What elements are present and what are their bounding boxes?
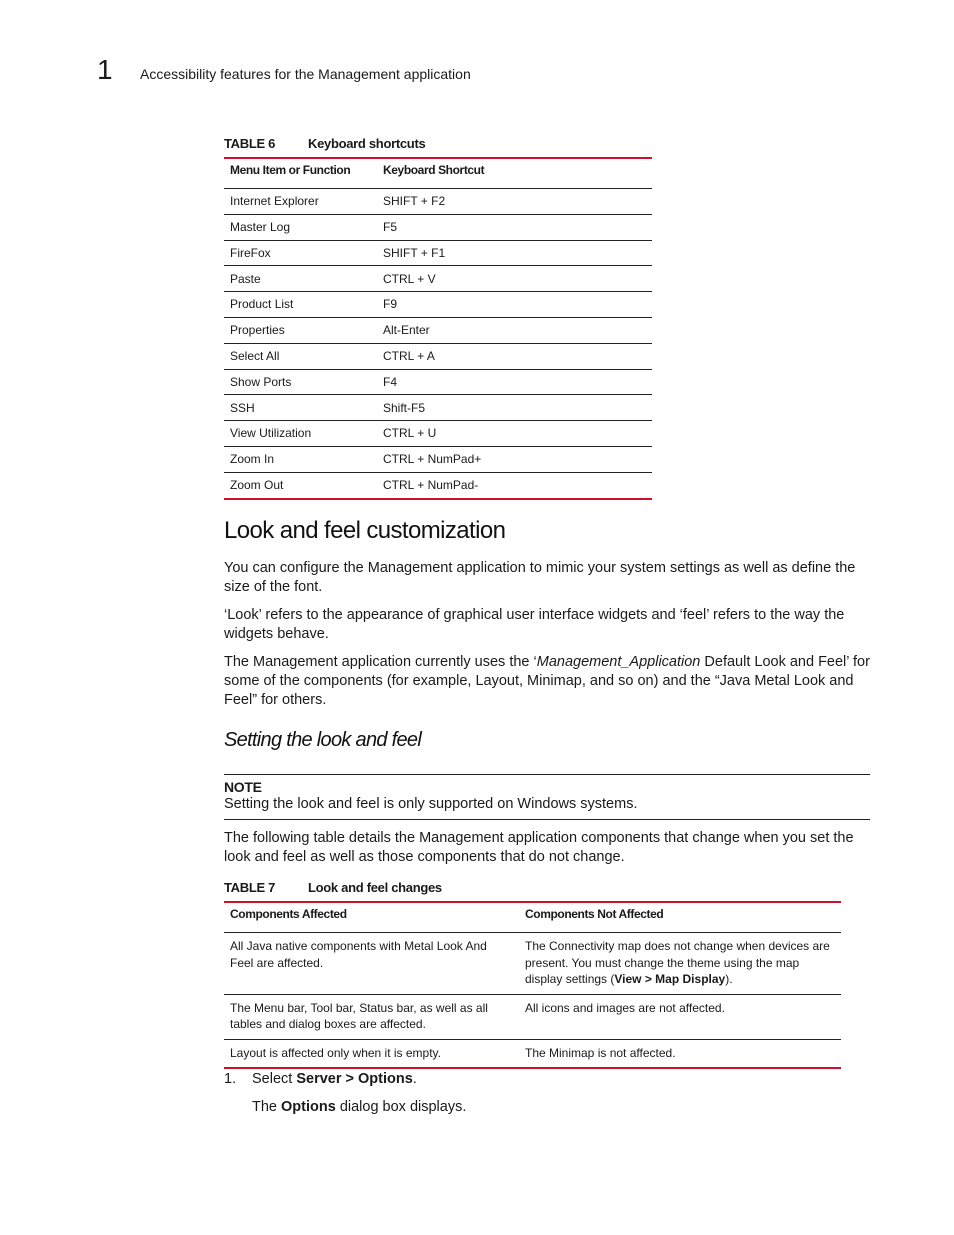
section-heading: Look and feel customization bbox=[224, 517, 506, 544]
table-cell: Show Ports bbox=[230, 374, 292, 389]
chapter-number: 1 bbox=[97, 54, 113, 85]
column-header: Components Not Affected bbox=[525, 907, 664, 921]
step-result-text: dialog box displays. bbox=[335, 1099, 467, 1115]
step-result bbox=[252, 1099, 466, 1115]
procedure-step bbox=[224, 1071, 417, 1087]
cell-text: The Connectivity map does not change when devices are present. You must change the theme using the map display settings ( bbox=[525, 939, 830, 986]
table-cell: All icons and images are not affected. bbox=[525, 1000, 725, 1015]
table-row bbox=[224, 446, 652, 472]
table-cell: F4 bbox=[383, 374, 398, 389]
paragraph: The following table details the Management application components that change when you set the look and feel as well as those components that do not change. bbox=[224, 830, 854, 865]
table-cell: Product List bbox=[230, 297, 294, 312]
table-cell: Paste bbox=[230, 271, 261, 286]
table-row bbox=[224, 395, 652, 421]
note-text: Setting the look and feel is only supported on Windows systems. bbox=[224, 796, 638, 812]
table-cell: Master Log bbox=[230, 219, 291, 234]
column-header: Components Affected bbox=[230, 907, 347, 921]
paragraph-italic-text: Management_Application bbox=[536, 654, 701, 670]
table-cell: CTRL + NumPad+ bbox=[383, 452, 482, 467]
table-row bbox=[224, 343, 652, 369]
table6-caption bbox=[224, 136, 425, 151]
table-cell: Layout is affected only when it is empty. bbox=[230, 1045, 442, 1060]
paragraph-text: Default Look and Feel’ for some of the components (for example, Layout, Minimap, and so on) and the “Java Metal Look and Feel” for others. bbox=[224, 654, 870, 708]
table-cell: SSH bbox=[230, 400, 255, 415]
table-cell: Alt-Enter bbox=[383, 323, 430, 338]
table-row bbox=[224, 240, 652, 266]
look-and-feel-table bbox=[224, 901, 841, 1069]
paragraph bbox=[224, 653, 874, 710]
cell-text: ). bbox=[725, 972, 733, 986]
table-cell: CTRL + A bbox=[383, 348, 435, 363]
table7-caption bbox=[224, 880, 442, 895]
table-row bbox=[224, 1039, 841, 1068]
dialog-name: Options bbox=[281, 1099, 336, 1115]
table-cell: View Utilization bbox=[230, 426, 312, 441]
table-row bbox=[224, 994, 841, 1039]
table-row bbox=[224, 421, 652, 447]
table-cell: Zoom In bbox=[230, 452, 275, 467]
table-cell: FireFox bbox=[230, 245, 271, 260]
column-header: Menu Item or Function bbox=[230, 163, 351, 177]
table-cell: SHIFT + F2 bbox=[383, 194, 446, 209]
table-cell: All Java native components with Metal Look And Feel are affected. bbox=[230, 939, 487, 970]
table-cell: The Minimap is not affected. bbox=[525, 1045, 676, 1060]
running-header-title: Accessibility features for the Management application bbox=[140, 66, 471, 82]
table6-title: Keyboard shortcuts bbox=[308, 136, 426, 151]
table-cell: Shift-F5 bbox=[383, 400, 426, 415]
paragraph: You can configure the Management application to mimic your system settings as well as define the size of the font. bbox=[224, 560, 856, 595]
table7-title: Look and feel changes bbox=[308, 880, 442, 895]
table-cell: The Menu bar, Tool bar, Status bar, as well as all tables and dialog boxes are affected. bbox=[230, 1000, 488, 1031]
table-cell: F5 bbox=[383, 219, 398, 234]
step-result-text: The bbox=[252, 1099, 282, 1115]
table-cell: Select All bbox=[230, 348, 280, 363]
step-text: Select bbox=[252, 1071, 297, 1087]
table-row bbox=[224, 369, 652, 395]
table-cell: SHIFT + F1 bbox=[383, 245, 446, 260]
table-row bbox=[224, 292, 652, 318]
table-cell: CTRL + V bbox=[383, 271, 436, 286]
table6-label: TABLE 6 bbox=[224, 136, 276, 151]
note-box bbox=[224, 774, 870, 820]
column-header: Keyboard Shortcut bbox=[383, 163, 485, 177]
table-row bbox=[224, 317, 652, 343]
table-row bbox=[224, 933, 841, 995]
table-cell: Properties bbox=[230, 323, 285, 338]
table-header-row bbox=[224, 902, 841, 933]
table7-label: TABLE 7 bbox=[224, 880, 276, 895]
table-row bbox=[224, 472, 652, 498]
keyboard-shortcuts-table bbox=[224, 157, 652, 500]
table-header-row bbox=[224, 158, 652, 189]
table-cell: Zoom Out bbox=[230, 477, 284, 492]
table-cell: CTRL + U bbox=[383, 426, 437, 441]
step-number: 1. bbox=[224, 1071, 237, 1087]
paragraph: ‘Look’ refers to the appearance of graphical user interface widgets and ‘feel’ refers to the way the widgets behave. bbox=[224, 607, 845, 642]
table-cell: Internet Explorer bbox=[230, 194, 319, 209]
table-row bbox=[224, 214, 652, 240]
step-text: . bbox=[412, 1071, 417, 1087]
table-cell bbox=[519, 933, 841, 995]
table-cell: F9 bbox=[383, 297, 398, 312]
step-menu-path: Server > Options bbox=[296, 1071, 413, 1087]
note-label: NOTE bbox=[224, 779, 262, 795]
paragraph-text: The Management application currently uses the ‘ bbox=[224, 654, 537, 670]
subsection-heading: Setting the look and feel bbox=[224, 729, 422, 751]
table-row bbox=[224, 189, 652, 215]
table-cell: CTRL + NumPad- bbox=[383, 477, 479, 492]
cell-bold-text: View > Map Display bbox=[614, 972, 726, 986]
table-row bbox=[224, 266, 652, 292]
